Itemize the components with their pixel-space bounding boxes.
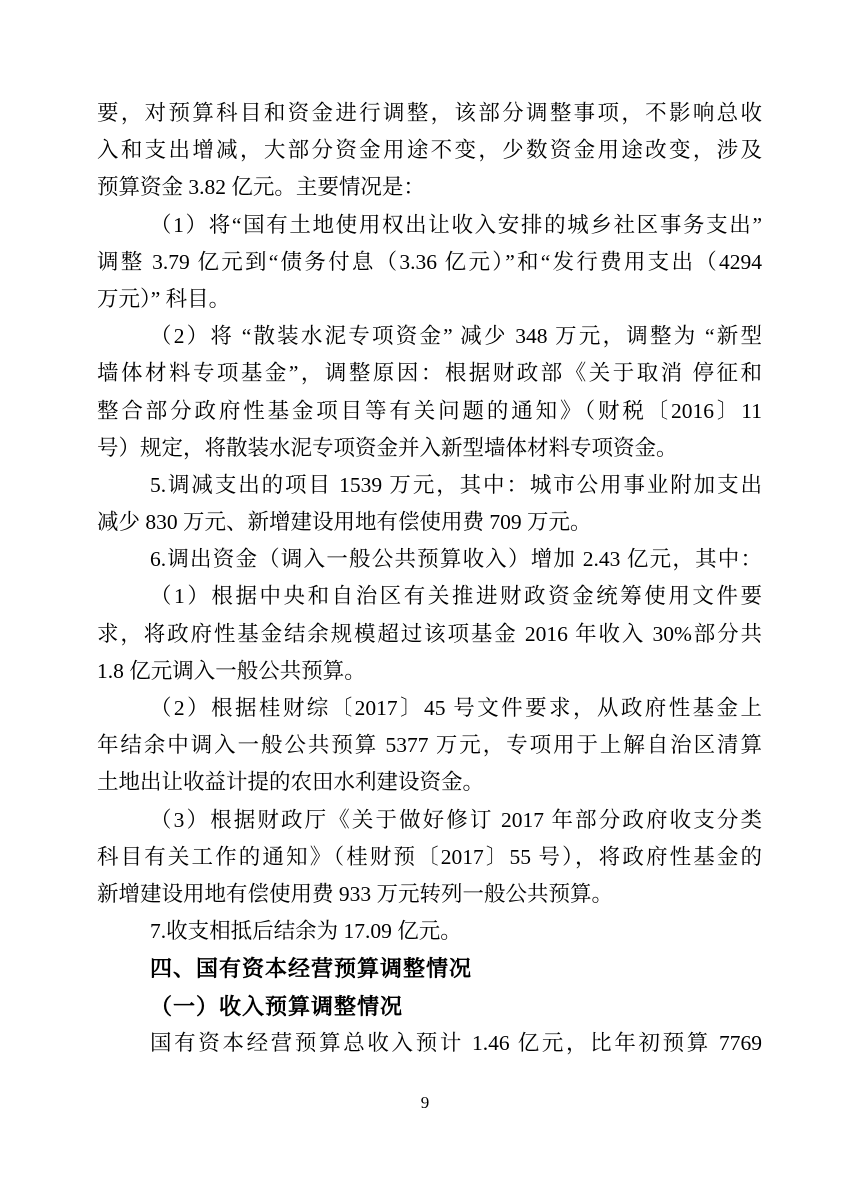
body-text-line: 1.8 亿元调入一般公共预算。 xyxy=(97,658,366,683)
body-text-line: 要，对预算科目和资金进行调整，该部分调整事项，不影响总收 xyxy=(97,101,762,125)
body-text-line: （3）根据财政厅《关于做好修订 2017 年部分政府收支分类 xyxy=(150,807,762,832)
body-text-line: 整合部分政府性基金项目等有关问题的通知》（财税〔2016〕11 xyxy=(97,398,762,423)
body-text-line: 入和支出增减，大部分资金用途不变，少数资金用途改变，涉及 xyxy=(97,138,762,163)
body-text-line: 5.调减支出的项目 1539 万元，其中：城市公用事业附加支出 xyxy=(150,472,762,497)
body-text-line: 科目有关工作的通知》（桂财预〔2017〕55 号），将政府性基金的 xyxy=(97,844,762,869)
body-text-line: 减少 830 万元、新增建设用地有偿使用费 709 万元。 xyxy=(97,510,592,535)
body-text-line: 号）规定，将散装水泥专项资金并入新型墙体材料专项资金。 xyxy=(97,435,678,460)
subsection-heading: （一）收入预算调整情况 xyxy=(150,993,404,1019)
body-text-line: 预算资金 3.82 亿元。主要情况是： xyxy=(97,175,425,200)
body-text-line: 7.收支相抵后结余为 17.09 亿元。 xyxy=(150,919,462,944)
body-text-line: （2）根据桂财综〔2017〕45 号文件要求，从政府性基金上 xyxy=(150,696,762,720)
section-heading: 四、国有资本经营预算调整情况 xyxy=(150,956,473,982)
page-number: 9 xyxy=(420,1093,430,1112)
body-text-line: （2）将 “散装水泥专项资金” 减少 348 万元，调整为 “新型 xyxy=(150,324,762,349)
body-text-line: （1）根据中央和自治区有关推进财政资金统筹使用文件要 xyxy=(150,584,762,609)
body-text-line: 新增建设用地有偿使用费 933 万元转列一般公共预算。 xyxy=(97,881,614,906)
body-text-line: 求，将政府性基金结余规模超过该项基金 2016 年收入 30%部分共 xyxy=(97,621,762,646)
body-text-line: 6.调出资金（调入一般公共预算收入）增加 2.43 亿元，其中： xyxy=(150,547,762,572)
body-text-line: 年结余中调入一般公共预算 5377 万元，专项用于上解自治区清算 xyxy=(97,733,762,758)
body-text-line: 万元）” 科目。 xyxy=(97,286,231,311)
body-text-line: 国有资本经营预算总收入预计 1.46 亿元，比年初预算 7769 xyxy=(150,1030,762,1055)
body-text-line: （1）将“国有土地使用权出让收入安排的城乡社区事务支出” xyxy=(150,212,762,237)
document-body xyxy=(97,95,762,1062)
body-text-line: 调整 3.79 亿元到“债务付息（3.36 亿元）”和“发行费用支出（4294 xyxy=(97,249,762,274)
body-text-line: 土地出让收益计提的农田水利建设资金。 xyxy=(97,770,485,795)
body-text-line: 墙体材料专项基金”，调整原因：根据财政部《关于取消 停征和 xyxy=(97,361,762,386)
